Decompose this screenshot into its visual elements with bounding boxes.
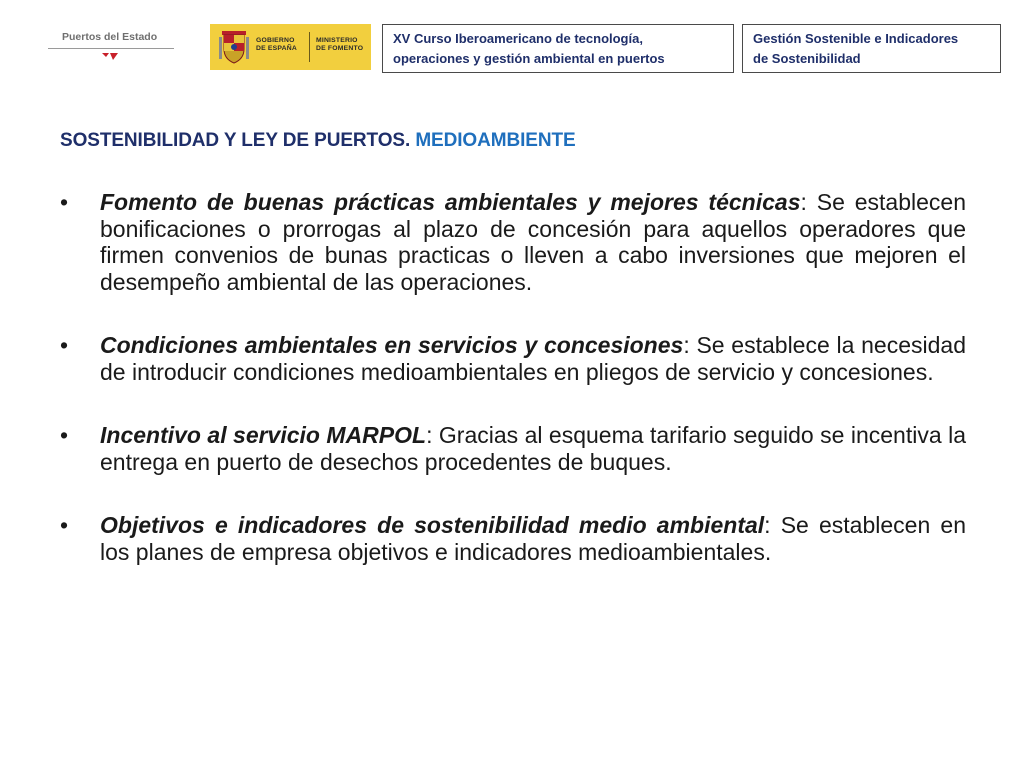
slide-title [60,130,576,152]
puertos-logo-text: Puertos del Estado [62,31,158,43]
bullet-list [60,189,966,565]
bullet-item [60,332,966,385]
puertos-del-estado-logo [48,28,174,68]
bullet-marker: • [60,422,69,448]
slide-title-main: SOSTENIBILIDAD Y LEY DE PUERTOS. [60,130,411,151]
ministerio-text [316,37,363,53]
bullet-text: : Gracias al esquema tarifario seguido se incentiva la entrega en puerto de desechos procedentes de buques. [100,422,966,475]
logo-rule [48,48,174,49]
ministerio-line-2: DE FOMENTO [316,45,364,52]
bullet-term: Condiciones ambientales en servicios y concesiones [100,332,684,358]
puertos-wave-icon [100,50,122,62]
course-title-line-1: XV Curso Iberoamericano de tecnología, [393,31,643,46]
course-title-box [382,24,734,73]
bullet-term: Objetivos e indicadores de sostenibilidad medio ambiental [100,512,765,538]
bullet-item [60,512,966,565]
course-title-line-2: operaciones y gestión ambiental en puertos [393,51,665,66]
ministerio-line-1: MINISTERIO [316,37,358,44]
gobierno-ministerio-logo [210,24,371,70]
coat-of-arms-icon [218,29,250,65]
slide-title-accent: MEDIOAMBIENTE [415,130,576,151]
bullet-marker: • [60,512,69,538]
bullet-marker: • [60,332,69,358]
gobierno-line-1: GOBIERNO [256,37,295,44]
logo-separator [309,32,310,62]
bullet-marker: • [60,189,69,215]
bullet-term: Fomento de buenas prácticas ambientales y mejores técnicas [100,189,801,215]
bullet-item [60,422,966,475]
bullet-text: : Se establecen bonificaciones o prorrogas al plazo de concesión para aquellos operadores que firmen convenios de bunas practicas o lleven a cabo inversiones que mejoren el desempeño ambiental de las operaciones. [100,189,966,295]
gobierno-text [256,37,297,53]
bullet-term: Incentivo al servicio MARPOL [100,422,427,448]
bullet-item [60,189,966,295]
topic-title-line-1: Gestión Sostenible e Indicadores [753,31,959,46]
topic-title-box [742,24,1001,73]
topic-title-line-2: de Sostenibilidad [753,51,861,66]
bullet-text: : Se establece la necesidad de introducir condiciones medioambientales en pliegos de servicio y concesiones. [100,332,966,385]
gobierno-line-2: DE ESPAÑA [256,45,297,52]
bullet-text: : Se establecen en los planes de empresa objetivos e indicadores medioambientales. [100,512,966,565]
